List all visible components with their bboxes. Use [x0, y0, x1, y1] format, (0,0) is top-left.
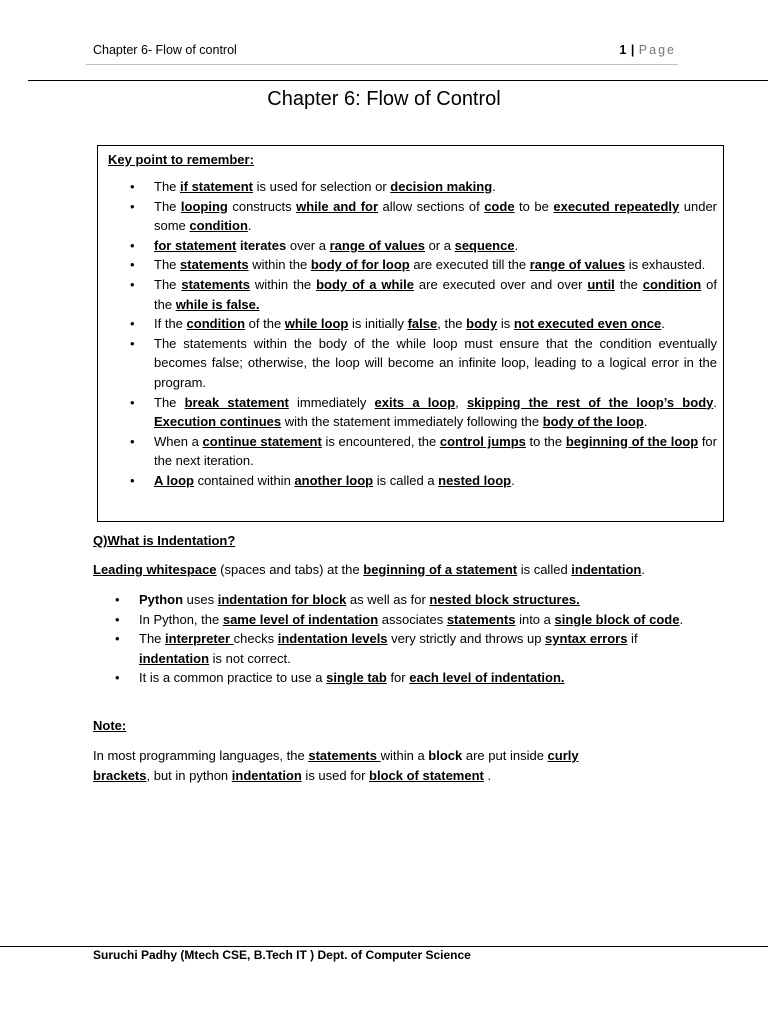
indentation-point-item-text: statements: [446, 611, 516, 627]
key-point-item-text: over a: [286, 237, 330, 253]
key-point-item-text: within the: [249, 276, 317, 292]
header-chapter: Chapter 6- Flow of control: [93, 43, 237, 57]
note-text: In most programming languages, the: [93, 748, 309, 763]
indentation-point-item-text: single tab: [326, 670, 387, 686]
key-point-item-text: , the: [437, 316, 467, 332]
key-point-item-text: condition: [642, 276, 702, 292]
key-point-item-text: The: [154, 276, 182, 292]
page-title: Chapter 6: Flow of Control: [267, 88, 501, 110]
question-heading: [93, 531, 693, 551]
indentation-definition: [93, 560, 693, 580]
bullet-icon: •: [130, 433, 135, 449]
key-point-item-text: within the: [248, 257, 311, 273]
indentation-point-item: [93, 590, 693, 610]
key-point-item-text: with the statement immediately following the: [281, 414, 543, 430]
definition-text: beginning of a statement: [363, 562, 518, 577]
key-point-item-text: looping: [180, 198, 228, 214]
key-point-item: [98, 197, 725, 236]
key-point-item-text: not executed even once: [513, 316, 662, 332]
page-header: [93, 43, 676, 61]
bullet-icon: •: [130, 257, 135, 273]
key-point-item-text: while and for: [296, 198, 379, 214]
key-point-item-text: false: [407, 316, 438, 332]
indentation-point-item-text: Python: [139, 592, 184, 607]
key-points-title: Key point to remember:: [108, 152, 254, 167]
key-point-item: [98, 236, 725, 256]
key-point-item-text: iterates: [236, 237, 287, 253]
key-point-item-text: while loop: [284, 316, 349, 332]
indentation-point-item-text: It is a common practice to use a: [139, 670, 327, 686]
indentation-point-item-text: uses: [183, 592, 218, 607]
key-point-item-text: control jumps: [439, 433, 526, 449]
page-separator: |: [630, 43, 635, 57]
bullet-icon: •: [130, 394, 135, 410]
key-point-item-text: If the: [154, 316, 187, 332]
definition-text: is called: [517, 562, 572, 577]
note-text: are put inside: [462, 748, 548, 763]
indentation-point-item-text: interpreter: [165, 631, 234, 647]
key-point-item-text: statements: [180, 257, 249, 273]
indentation-point-item-text: nested block structures.: [429, 592, 580, 607]
key-point-item-text: constructs: [227, 198, 297, 214]
key-point-item-text: The: [154, 394, 185, 410]
definition-text: indentation: [571, 562, 642, 577]
bullet-icon: •: [115, 631, 120, 647]
page-number: 1: [619, 43, 627, 57]
indentation-list: [93, 590, 693, 688]
key-point-item-text: .: [643, 414, 648, 430]
key-point-item-text: the: [614, 276, 643, 292]
indentation-point-item-text: checks: [233, 631, 278, 647]
key-point-item: [98, 471, 725, 491]
indentation-point-item-text: .: [679, 611, 684, 627]
key-point-item-text: A loop: [154, 472, 194, 488]
key-point-item-text: .: [514, 237, 519, 253]
footer-rule: [0, 946, 768, 947]
bullet-icon: •: [115, 592, 120, 607]
note-label: Note:: [93, 718, 127, 733]
key-point-item-text: .: [713, 394, 717, 410]
key-point-item-text: if statement: [180, 179, 253, 194]
note-heading: [93, 716, 693, 736]
key-point-item-text: ,: [455, 394, 467, 410]
indentation-point-item: [93, 668, 693, 688]
note-text: block of statement: [369, 767, 484, 783]
key-point-item-text: allow sections of: [378, 198, 485, 214]
key-point-item-text: statements: [181, 276, 250, 292]
indentation-point-item-text: In Python, the: [139, 611, 223, 627]
indentation-point-item-text: if: [627, 631, 638, 647]
key-point-item-text: or a: [424, 237, 455, 253]
page-label: Page: [638, 43, 676, 57]
key-point-item-text: The statements within the body of the while loop must ensure that the condition eventually becomes false; otherwise, the loop will become an infinite loop, leading to a logical error in the program.: [154, 335, 717, 390]
key-point-item-text: until: [587, 276, 615, 292]
key-point-item-text: The: [154, 179, 181, 194]
key-point-item-text: decision making: [390, 179, 493, 194]
key-point-item-text: The: [154, 198, 181, 214]
note-text: within a: [380, 748, 429, 763]
key-point-item-text: range of values: [329, 237, 425, 253]
indentation-point-item-text: indentation levels: [277, 631, 388, 647]
key-point-item: [98, 432, 725, 471]
key-points-box: [97, 145, 724, 522]
bullet-icon: •: [130, 198, 135, 214]
key-point-item-text: condition: [186, 316, 246, 332]
key-point-item-text: is exhausted.: [625, 257, 706, 273]
bullet-icon: •: [130, 316, 135, 332]
key-point-item-text: nested loop: [438, 472, 512, 488]
key-point-item-text: is: [497, 316, 514, 332]
indentation-point-item-text: into a: [515, 611, 555, 627]
key-point-item-text: range of values: [529, 257, 626, 273]
key-point-item: [98, 393, 725, 432]
definition-text: (spaces and tabs) at the: [216, 562, 364, 577]
key-points-list: [98, 177, 725, 491]
key-point-item-text: are executed over and over: [413, 276, 588, 292]
indentation-point-item-text: associates: [378, 611, 447, 627]
definition-text: Leading whitespace: [93, 562, 217, 577]
indentation-point-item: [93, 629, 693, 668]
indentation-point-item-text: The: [139, 631, 166, 647]
key-point-item-text: for the next iteration.: [154, 433, 717, 469]
key-point-item-text: .: [661, 316, 665, 332]
bullet-icon: •: [130, 179, 135, 194]
key-point-item-text: for statement: [154, 237, 237, 253]
key-point-item-text: to be: [514, 198, 554, 214]
indentation-point-item-text: for: [386, 670, 410, 686]
indentation-point-item-text: indentation: [139, 650, 210, 666]
note-text: block: [428, 748, 463, 763]
key-point-item-text: while is false.: [175, 296, 260, 312]
key-point-item-text: When a: [154, 433, 203, 449]
indentation-point-item-text: as well as for: [346, 592, 430, 607]
indentation-section: [93, 590, 693, 688]
key-point-item: [98, 177, 725, 197]
key-point-item-text: is encountered, the: [321, 433, 440, 449]
key-point-item: [98, 334, 725, 393]
key-point-item: [98, 255, 725, 275]
note-text: is used for: [301, 767, 370, 783]
key-point-item-text: Execution continues: [154, 414, 282, 430]
key-point-item-text: .: [492, 179, 496, 194]
key-point-item-text: exits a loop: [374, 394, 456, 410]
key-point-item-text: beginning of the loop: [565, 433, 699, 449]
key-point-item-text: is used for selection or: [252, 179, 391, 194]
key-point-item-text: executed repeatedly: [553, 198, 680, 214]
key-point-item: [98, 275, 725, 314]
header-page-number: [619, 43, 676, 57]
bullet-icon: •: [130, 335, 135, 351]
key-point-item-text: immediately: [288, 394, 375, 410]
note-paragraph: [93, 746, 633, 785]
key-point-item-text: of the: [154, 276, 718, 312]
note-text: , but in python: [146, 767, 232, 783]
key-point-item-text: break statement: [184, 394, 289, 410]
note-text: statements: [308, 748, 381, 763]
note-text: curly brackets: [93, 748, 579, 783]
note-text: .: [483, 767, 492, 783]
note-text: indentation: [231, 767, 302, 783]
bullet-icon: •: [115, 670, 120, 686]
definition-text: .: [641, 562, 645, 577]
question-text: Q)What is Indentation?: [93, 533, 236, 548]
indentation-point-item-text: syntax errors: [545, 631, 628, 647]
key-point-item-text: is initially: [348, 316, 408, 332]
key-point-item-text: body of a while: [316, 276, 414, 292]
key-point-item-text: to the: [525, 433, 566, 449]
key-point-item-text: of the: [245, 316, 285, 332]
header-rule-thin: [86, 64, 678, 65]
indentation-point-item-text: indentation for block: [217, 592, 347, 607]
indentation-point-item-text: each level of indentation.: [409, 670, 565, 686]
indentation-point-item-text: is not correct.: [209, 650, 291, 666]
key-point-item-text: .: [247, 218, 252, 234]
key-point-item-text: is called a: [373, 472, 439, 488]
indentation-point-item-text: same level of indentation: [222, 611, 379, 627]
key-point-item-text: skipping the rest of the loop’s body: [466, 394, 714, 410]
header-rule: [28, 80, 768, 81]
indentation-point-item-text: single block of code: [554, 611, 680, 627]
key-point-item-text: under some: [154, 198, 718, 234]
bullet-icon: •: [130, 276, 135, 292]
key-point-item-text: body of for loop: [310, 257, 410, 273]
page-footer: Suruchi Padhy (Mtech CSE, B.Tech IT ) Dept. of Computer Science: [93, 948, 471, 962]
key-point-item-text: another loop: [294, 472, 374, 488]
bullet-icon: •: [130, 472, 135, 488]
key-point-item-text: are executed till the: [409, 257, 530, 273]
bullet-icon: •: [115, 611, 120, 627]
key-point-item-text: body: [466, 316, 498, 332]
key-point-item-text: contained within: [193, 472, 295, 488]
key-point-item-text: code: [484, 198, 515, 214]
key-point-item: [98, 314, 725, 334]
key-point-item-text: The: [154, 257, 181, 273]
bullet-icon: •: [130, 237, 135, 253]
indentation-point-item-text: very strictly and throws up: [387, 631, 546, 647]
key-point-item-text: body of the loop: [542, 414, 644, 430]
indentation-point-item: [93, 610, 693, 630]
key-point-item-text: sequence: [454, 237, 515, 253]
key-point-item-text: .: [511, 472, 515, 488]
key-point-item-text: continue statement: [202, 433, 322, 449]
key-point-item-text: condition: [189, 218, 248, 234]
